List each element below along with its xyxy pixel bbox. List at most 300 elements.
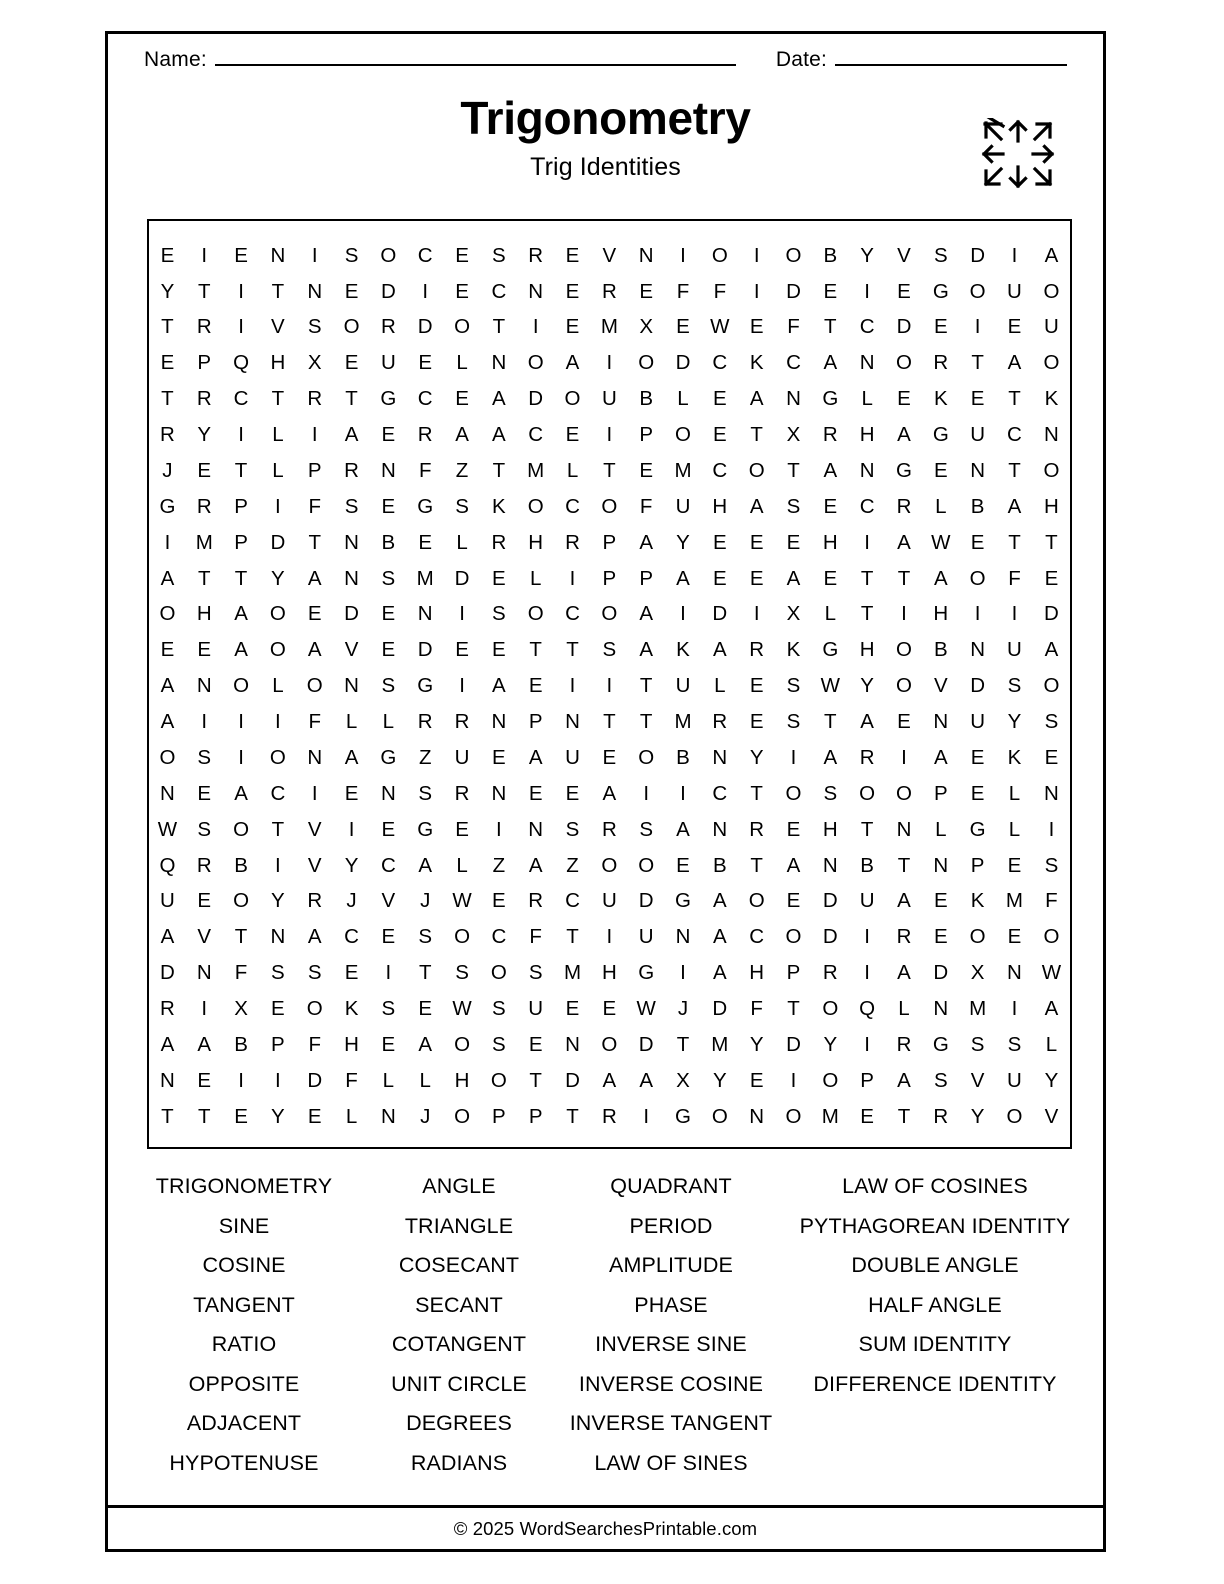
grid-cell[interactable]: N — [565, 710, 580, 734]
grid-cell[interactable]: A — [823, 351, 838, 375]
grid-cell[interactable]: P — [307, 458, 322, 482]
grid-cell[interactable]: R — [896, 494, 912, 518]
grid-cell[interactable]: X — [234, 997, 248, 1021]
grid-cell[interactable]: O — [638, 853, 655, 877]
grid-cell[interactable]: O — [454, 925, 471, 949]
grid-cell[interactable]: O — [306, 997, 323, 1021]
grid-cell[interactable]: E — [234, 1104, 248, 1128]
grid-cell[interactable]: D — [380, 279, 396, 303]
grid-cell[interactable]: G — [417, 494, 434, 518]
grid-cell[interactable]: I — [1011, 243, 1018, 267]
grid-cell[interactable]: I — [238, 279, 244, 303]
grid-cell[interactable]: Y — [712, 1068, 727, 1092]
grid-cell[interactable]: T — [603, 458, 616, 482]
grid-cell[interactable]: H — [454, 1068, 470, 1092]
grid-cell[interactable]: P — [639, 566, 654, 590]
grid-cell[interactable]: D — [822, 889, 838, 913]
grid-cell[interactable]: M — [711, 1032, 729, 1056]
grid-cell[interactable]: G — [932, 423, 949, 447]
grid-cell[interactable]: I — [643, 1104, 650, 1128]
grid-cell[interactable]: O — [785, 243, 802, 267]
grid-cell[interactable]: E — [160, 638, 175, 662]
grid-cell[interactable]: O — [896, 674, 912, 698]
grid-cell[interactable]: E — [897, 710, 911, 734]
grid-cell[interactable]: L — [1045, 1032, 1058, 1056]
grid-cell[interactable]: Y — [970, 1104, 985, 1128]
grid-cell[interactable]: W — [931, 530, 951, 554]
grid-cell[interactable]: O — [601, 853, 618, 877]
grid-cell[interactable]: I — [753, 602, 760, 626]
grid-cell[interactable]: T — [750, 423, 763, 447]
grid-cell[interactable]: G — [380, 387, 397, 411]
word-list-item[interactable]: HYPOTENUSE — [169, 1450, 319, 1475]
grid-cell[interactable]: O — [601, 494, 618, 518]
grid-cell[interactable]: Y — [271, 1104, 285, 1128]
grid-cell[interactable]: A — [344, 745, 359, 769]
grid-cell[interactable]: N — [896, 817, 912, 841]
grid-cell[interactable]: I — [201, 997, 208, 1021]
grid-cell[interactable]: E — [381, 817, 396, 841]
grid-cell[interactable]: A — [418, 853, 433, 877]
grid-cell[interactable]: H — [712, 494, 728, 518]
grid-cell[interactable]: E — [418, 530, 433, 554]
grid-cell[interactable]: T — [639, 674, 653, 698]
grid-cell[interactable]: P — [602, 530, 617, 554]
grid-cell[interactable]: Y — [197, 423, 212, 447]
grid-cell[interactable]: R — [160, 997, 175, 1021]
grid-cell[interactable]: A — [639, 602, 654, 626]
grid-cell[interactable]: V — [307, 817, 322, 841]
grid-cell[interactable]: A — [160, 566, 175, 590]
grid-cell[interactable]: O — [343, 315, 360, 339]
grid-cell[interactable]: I — [606, 423, 613, 447]
grid-cell[interactable]: I — [275, 1068, 281, 1092]
grid-cell[interactable]: A — [160, 674, 175, 698]
grid-cell[interactable]: N — [160, 781, 175, 805]
grid-cell[interactable]: I — [238, 1068, 244, 1092]
grid-cell[interactable]: E — [676, 853, 690, 877]
grid-cell[interactable]: F — [713, 279, 727, 303]
grid-cell[interactable]: I — [238, 745, 244, 769]
grid-cell[interactable]: E — [455, 817, 469, 841]
grid-cell[interactable]: A — [639, 1068, 654, 1092]
grid-cell[interactable]: E — [381, 602, 396, 626]
grid-cell[interactable]: H — [196, 602, 212, 626]
word-list-item[interactable]: TANGENT — [193, 1292, 295, 1317]
grid-cell[interactable]: E — [823, 566, 838, 590]
grid-cell[interactable]: R — [454, 781, 470, 805]
grid-cell[interactable]: L — [272, 674, 284, 698]
grid-cell[interactable]: X — [639, 315, 654, 339]
grid-cell[interactable]: O — [490, 961, 507, 985]
grid-cell[interactable]: I — [1011, 602, 1018, 626]
word-list-item[interactable]: PERIOD — [629, 1213, 713, 1238]
grid-cell[interactable]: I — [680, 243, 686, 267]
grid-cell[interactable]: A — [749, 494, 764, 518]
grid-cell[interactable]: E — [565, 243, 580, 267]
grid-cell[interactable]: E — [565, 315, 580, 339]
grid-cell[interactable]: I — [864, 925, 870, 949]
grid-cell[interactable]: T — [234, 925, 248, 949]
grid-cell[interactable]: N — [859, 458, 875, 482]
grid-cell[interactable]: T — [492, 315, 506, 339]
grid-cell[interactable]: E — [492, 745, 506, 769]
grid-cell[interactable]: B — [823, 243, 838, 267]
grid-cell[interactable]: T — [197, 1104, 211, 1128]
grid-cell[interactable]: R — [196, 315, 212, 339]
grid-cell[interactable]: C — [528, 423, 544, 447]
grid-cell[interactable]: T — [345, 387, 358, 411]
grid-cell[interactable]: L — [677, 387, 689, 411]
grid-cell[interactable]: A — [639, 638, 654, 662]
grid-cell[interactable]: O — [969, 279, 986, 303]
grid-cell[interactable]: A — [1007, 494, 1022, 518]
grid-cell[interactable]: R — [196, 494, 212, 518]
grid-cell[interactable]: E — [1044, 566, 1059, 590]
grid-cell[interactable]: D — [417, 315, 433, 339]
grid-cell[interactable]: F — [418, 458, 432, 482]
grid-cell[interactable]: C — [749, 925, 765, 949]
grid-cell[interactable]: N — [344, 674, 359, 698]
grid-cell[interactable]: S — [271, 961, 285, 985]
grid-cell[interactable]: N — [565, 1032, 580, 1056]
grid-cell[interactable]: D — [638, 1032, 654, 1056]
word-list-item[interactable]: INVERSE COSINE — [578, 1371, 764, 1396]
grid-cell[interactable]: O — [1043, 674, 1060, 698]
grid-cell[interactable]: E — [160, 243, 175, 267]
grid-cell[interactable]: S — [307, 315, 322, 339]
grid-cell[interactable]: A — [712, 889, 727, 913]
grid-cell[interactable]: E — [455, 387, 469, 411]
grid-cell[interactable]: U — [675, 494, 691, 518]
grid-cell[interactable]: Y — [749, 1032, 764, 1056]
grid-cell[interactable]: C — [344, 925, 359, 949]
grid-cell[interactable]: N — [380, 458, 396, 482]
grid-cell[interactable]: G — [932, 1032, 949, 1056]
grid-cell[interactable]: R — [822, 423, 838, 447]
grid-cell[interactable]: T — [603, 710, 616, 734]
grid-cell[interactable]: T — [271, 817, 285, 841]
grid-cell[interactable]: Q — [159, 853, 176, 877]
grid-cell[interactable]: R — [601, 1104, 617, 1128]
grid-cell[interactable]: X — [676, 1068, 690, 1092]
grid-cell[interactable]: E — [307, 602, 322, 626]
grid-cell[interactable]: G — [969, 817, 986, 841]
grid-cell[interactable]: O — [454, 1032, 471, 1056]
grid-cell[interactable]: M — [821, 1104, 839, 1128]
grid-cell[interactable]: V — [197, 925, 212, 949]
grid-cell[interactable]: M — [600, 315, 618, 339]
grid-cell[interactable]: E — [1007, 853, 1022, 877]
grid-cell[interactable]: J — [420, 1104, 431, 1128]
grid-cell[interactable]: T — [897, 566, 911, 590]
word-list-item[interactable]: DEGREES — [406, 1411, 512, 1435]
grid-cell[interactable]: C — [417, 243, 433, 267]
grid-cell[interactable]: A — [234, 638, 248, 662]
grid-cell[interactable]: U — [1044, 315, 1059, 339]
grid-cell[interactable]: R — [601, 279, 617, 303]
grid-cell[interactable]: O — [1043, 458, 1060, 482]
grid-cell[interactable]: P — [528, 1104, 543, 1128]
grid-cell[interactable]: T — [860, 602, 874, 626]
grid-cell[interactable]: E — [492, 566, 506, 590]
grid-cell[interactable]: P — [933, 781, 948, 805]
grid-cell[interactable]: E — [860, 1104, 874, 1128]
grid-cell[interactable]: M — [195, 530, 213, 554]
grid-cell[interactable]: N — [528, 279, 544, 303]
grid-cell[interactable]: W — [1041, 961, 1062, 985]
grid-cell[interactable]: H — [528, 530, 544, 554]
grid-cell[interactable]: D — [454, 566, 470, 590]
grid-cell[interactable]: S — [418, 781, 433, 805]
grid-cell[interactable]: O — [527, 351, 544, 375]
word-list-item[interactable]: RATIO — [211, 1332, 277, 1356]
grid-cell[interactable]: L — [824, 602, 837, 626]
grid-cell[interactable]: S — [344, 494, 359, 518]
grid-cell[interactable]: S — [786, 674, 801, 698]
grid-cell[interactable]: I — [680, 961, 686, 985]
grid-cell[interactable]: I — [275, 710, 281, 734]
grid-cell[interactable]: E — [381, 423, 396, 447]
grid-cell[interactable]: L — [714, 674, 726, 698]
grid-cell[interactable]: A — [197, 1032, 212, 1056]
grid-cell[interactable]: R — [933, 351, 949, 375]
grid-cell[interactable]: A — [897, 889, 911, 913]
grid-cell[interactable]: T — [492, 458, 506, 482]
grid-cell[interactable]: L — [345, 1104, 358, 1128]
grid-cell[interactable]: S — [455, 961, 469, 985]
grid-cell[interactable]: K — [676, 638, 690, 662]
word-list-item[interactable]: TRIGONOMETRY — [155, 1174, 333, 1198]
grid-cell[interactable]: C — [859, 494, 875, 518]
grid-cell[interactable]: L — [419, 1068, 431, 1092]
word-list-item[interactable]: INVERSE SINE — [595, 1332, 747, 1356]
grid-cell[interactable]: H — [859, 638, 875, 662]
grid-cell[interactable]: A — [933, 745, 948, 769]
grid-cell[interactable]: V — [381, 889, 396, 913]
grid-cell[interactable]: E — [749, 566, 764, 590]
grid-cell[interactable]: A — [823, 458, 838, 482]
grid-cell[interactable]: G — [675, 889, 691, 913]
grid-cell[interactable]: A — [492, 674, 506, 698]
grid-cell[interactable]: G — [638, 961, 655, 985]
grid-cell[interactable]: H — [822, 530, 838, 554]
grid-cell[interactable]: W — [157, 817, 178, 841]
word-list-item[interactable]: PYTHAGOREAN IDENTITY — [799, 1213, 1071, 1238]
grid-cell[interactable]: K — [970, 889, 985, 913]
grid-cell[interactable]: A — [897, 423, 911, 447]
grid-cell[interactable]: A — [786, 566, 801, 590]
grid-cell[interactable]: N — [638, 243, 654, 267]
grid-cell[interactable]: E — [786, 889, 801, 913]
grid-cell[interactable]: I — [201, 243, 208, 267]
grid-cell[interactable]: M — [416, 566, 434, 590]
grid-cell[interactable]: H — [859, 423, 875, 447]
grid-cell[interactable]: H — [1044, 494, 1059, 518]
grid-cell[interactable]: E — [897, 387, 911, 411]
grid-cell[interactable]: O — [564, 387, 581, 411]
grid-cell[interactable]: S — [381, 566, 396, 590]
grid-cell[interactable]: U — [528, 997, 544, 1021]
grid-cell[interactable]: U — [970, 423, 986, 447]
grid-cell[interactable]: I — [459, 674, 465, 698]
grid-cell[interactable]: A — [1044, 638, 1059, 662]
grid-cell[interactable]: S — [197, 745, 212, 769]
grid-cell[interactable]: C — [712, 351, 728, 375]
grid-cell[interactable]: S — [492, 243, 506, 267]
grid-cell[interactable]: I — [753, 243, 760, 267]
grid-cell[interactable]: E — [307, 1104, 322, 1128]
grid-cell[interactable]: F — [308, 710, 321, 734]
grid-cell[interactable]: L — [1008, 817, 1021, 841]
grid-cell[interactable]: I — [238, 423, 244, 447]
grid-cell[interactable]: O — [380, 243, 397, 267]
grid-cell[interactable]: A — [307, 638, 322, 662]
grid-cell[interactable]: U — [1007, 638, 1022, 662]
grid-cell[interactable]: N — [380, 1104, 396, 1128]
grid-cell[interactable]: E — [565, 781, 580, 805]
grid-cell[interactable]: E — [933, 458, 948, 482]
grid-cell[interactable]: T — [271, 279, 285, 303]
grid-cell[interactable]: I — [569, 674, 576, 698]
grid-cell[interactable]: Y — [1044, 1068, 1059, 1092]
grid-cell[interactable]: E — [786, 817, 801, 841]
grid-cell[interactable]: T — [750, 781, 763, 805]
grid-cell[interactable]: O — [638, 351, 655, 375]
grid-cell[interactable]: T — [787, 997, 800, 1021]
word-list-item[interactable]: AMPLITUDE — [609, 1253, 733, 1277]
grid-cell[interactable]: Y — [823, 1032, 838, 1056]
grid-cell[interactable]: E — [455, 279, 469, 303]
grid-cell[interactable]: I — [275, 853, 281, 877]
grid-cell[interactable]: E — [197, 1068, 212, 1092]
grid-cell[interactable]: S — [1007, 1032, 1022, 1056]
grid-cell[interactable]: N — [491, 351, 507, 375]
grid-cell[interactable]: Y — [860, 674, 874, 698]
grid-cell[interactable]: O — [490, 1068, 507, 1092]
grid-cell[interactable]: Y — [344, 853, 359, 877]
grid-cell[interactable]: A — [492, 423, 506, 447]
grid-cell[interactable]: H — [270, 351, 286, 375]
grid-cell[interactable]: O — [454, 1104, 471, 1128]
grid-cell[interactable]: A — [307, 925, 322, 949]
grid-cell[interactable]: T — [234, 566, 248, 590]
grid-cell[interactable]: L — [456, 530, 468, 554]
grid-cell[interactable]: I — [1048, 817, 1055, 841]
grid-cell[interactable]: G — [417, 674, 434, 698]
word-list-item[interactable]: DOUBLE ANGLE — [851, 1253, 1019, 1277]
grid-cell[interactable]: I — [459, 602, 465, 626]
grid-cell[interactable]: D — [528, 387, 544, 411]
grid-cell[interactable]: I — [864, 1032, 870, 1056]
grid-cell[interactable]: R — [528, 243, 544, 267]
grid-cell[interactable]: L — [529, 566, 542, 590]
grid-cell[interactable]: S — [639, 817, 654, 841]
word-list-item[interactable]: SUM IDENTITY — [858, 1332, 1012, 1356]
grid-cell[interactable]: T — [566, 638, 579, 662]
grid-cell[interactable]: D — [638, 889, 654, 913]
grid-cell[interactable]: N — [196, 961, 212, 985]
grid-cell[interactable]: A — [712, 638, 727, 662]
grid-cell[interactable]: I — [275, 494, 281, 518]
grid-cell[interactable]: I — [974, 602, 981, 626]
word-list-item[interactable]: RADIANS — [410, 1450, 508, 1475]
grid-cell[interactable]: D — [712, 997, 728, 1021]
grid-cell[interactable]: V — [1044, 1104, 1059, 1128]
word-list-item[interactable]: LAW OF SINES — [594, 1450, 748, 1475]
grid-cell[interactable]: J — [420, 889, 431, 913]
grid-cell[interactable]: K — [1007, 745, 1022, 769]
grid-cell[interactable]: O — [233, 889, 250, 913]
grid-cell[interactable]: D — [786, 279, 801, 303]
grid-cell[interactable]: S — [381, 997, 396, 1021]
grid-cell[interactable]: Z — [418, 745, 432, 769]
grid-cell[interactable]: N — [528, 817, 544, 841]
word-list-item[interactable]: ADJACENT — [186, 1411, 302, 1435]
grid-cell[interactable]: O — [785, 1104, 802, 1128]
grid-cell[interactable]: E — [344, 961, 359, 985]
grid-cell[interactable]: C — [1007, 423, 1022, 447]
grid-cell[interactable]: P — [528, 710, 543, 734]
grid-cell[interactable]: S — [565, 817, 580, 841]
grid-cell[interactable]: H — [601, 961, 617, 985]
grid-cell[interactable]: E — [455, 243, 469, 267]
grid-cell[interactable]: R — [822, 961, 838, 985]
date-write-line[interactable] — [835, 64, 1067, 66]
grid-cell[interactable]: S — [1044, 710, 1059, 734]
grid-cell[interactable]: F — [308, 1032, 321, 1056]
grid-cell[interactable]: N — [859, 351, 875, 375]
grid-cell[interactable]: N — [196, 674, 212, 698]
grid-cell[interactable]: J — [677, 997, 689, 1021]
grid-cell[interactable]: C — [565, 494, 580, 518]
grid-cell[interactable]: T — [529, 1068, 542, 1092]
grid-cell[interactable]: T — [639, 710, 653, 734]
grid-cell[interactable]: G — [932, 279, 949, 303]
grid-cell[interactable]: L — [272, 423, 284, 447]
grid-cell[interactable]: F — [750, 997, 763, 1021]
grid-cell[interactable]: E — [970, 745, 985, 769]
grid-cell[interactable]: T — [897, 1104, 911, 1128]
grid-cell[interactable]: A — [528, 745, 543, 769]
grid-cell[interactable]: C — [491, 279, 507, 303]
grid-cell[interactable]: E — [492, 889, 506, 913]
grid-cell[interactable]: C — [233, 387, 249, 411]
grid-cell[interactable]: O — [748, 458, 765, 482]
grid-cell[interactable]: S — [492, 1032, 506, 1056]
grid-cell[interactable]: D — [307, 1068, 323, 1092]
grid-cell[interactable]: T — [750, 853, 763, 877]
grid-cell[interactable]: U — [160, 889, 175, 913]
grid-cell[interactable]: H — [749, 961, 765, 985]
grid-cell[interactable]: U — [565, 745, 580, 769]
grid-cell[interactable]: A — [565, 351, 580, 375]
grid-cell[interactable]: M — [969, 997, 987, 1021]
grid-cell[interactable]: K — [933, 387, 948, 411]
grid-cell[interactable]: O — [748, 889, 765, 913]
grid-cell[interactable]: I — [201, 710, 208, 734]
grid-cell[interactable]: G — [380, 745, 397, 769]
grid-cell[interactable]: R — [528, 889, 544, 913]
grid-cell[interactable]: N — [160, 1068, 175, 1092]
grid-cell[interactable]: N — [417, 602, 433, 626]
grid-cell[interactable]: N — [307, 745, 323, 769]
grid-cell[interactable]: J — [346, 889, 357, 913]
grid-cell[interactable]: P — [639, 423, 654, 447]
grid-cell[interactable]: N — [933, 997, 949, 1021]
grid-cell[interactable]: R — [417, 423, 433, 447]
grid-cell[interactable]: A — [712, 925, 727, 949]
